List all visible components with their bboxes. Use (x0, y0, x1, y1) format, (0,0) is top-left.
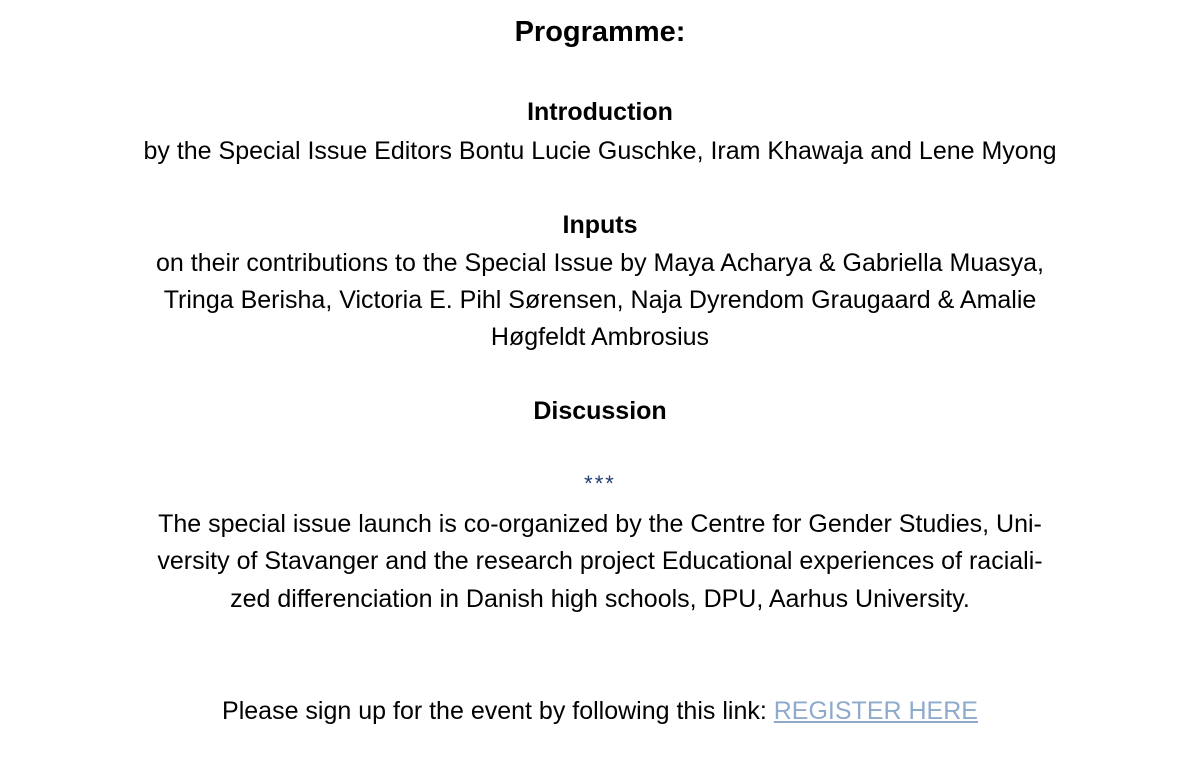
inputs-heading: Inputs (562, 211, 638, 239)
programme-title: Programme: (514, 16, 686, 48)
inputs-text-line-3: Høgfeldt Ambrosius (490, 323, 710, 351)
organizers-text-line-1: The special issue launch is co-organized by the Centre for Gender Studies, Uni- (158, 510, 1042, 538)
register-here-link[interactable]: REGISTER HERE (773, 697, 978, 725)
discussion-heading: Discussion (533, 397, 667, 425)
organizers-text-line-2: versity of Stavanger and the research project Educational experiences of raciali- (157, 547, 1043, 575)
organizers-text-line-3: zed differenciation in Danish high schools, DPU, Aarhus University. (230, 585, 970, 613)
signup-line (0, 695, 1200, 727)
separator-stars: *** (584, 471, 616, 496)
signup-text: Please sign up for the event by following this link: (222, 697, 774, 725)
introduction-heading: Introduction (527, 98, 673, 126)
inputs-text-line-2: Tringa Berisha, Victoria E. Pihl Sørensen, Naja Dyrendom Graugaard & Amalie (163, 286, 1037, 314)
introduction-text: by the Special Issue Editors Bontu Lucie Guschke, Iram Khawaja and Lene Myong (143, 137, 1057, 165)
inputs-text-line-1: on their contributions to the Special Issue by Maya Acharya & Gabriella Muasya, (156, 249, 1044, 277)
